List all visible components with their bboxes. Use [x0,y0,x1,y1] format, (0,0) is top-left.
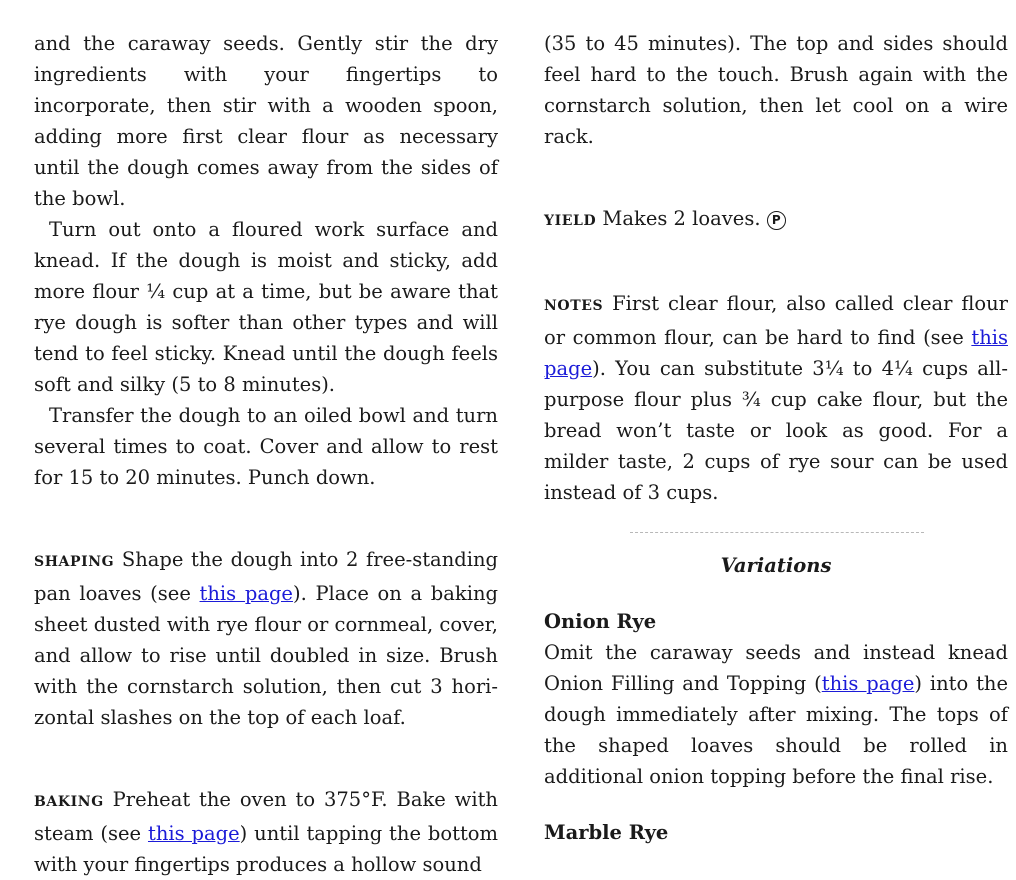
onion-rye-link[interactable]: this page [821,672,915,695]
section-divider [630,532,924,533]
section-spacer [34,733,498,784]
method-paragraph-1: and the caraway seeds. Gently stir the dry ingredients with your fingertips to incorporate, then stir with a wooden spoon, adding more first clear flour as necessary until the dough comes away from the sides of the bowl. [34,32,498,210]
onion-rye-text-2: ) into the dough immediately after mixing. The tops of the shaped loaves should be rolled in additional onion topping before the final rise. [544,672,1009,788]
section-spacer [34,493,498,544]
method-paragraph-3: Transfer the dough to an oiled bowl and turn several times to coat. Cover and allow to rest for 15 to 20 minutes. Punch down. [34,404,498,489]
left-column [34,28,498,880]
shaping-text-2: ). Place on a baking sheet dusted with rye flour or cornmeal, cover, and allow to rise until doubled in size. Brush with the cornstarch solution, then cut 3 horizontal slashes on the top of each loaf. [34,582,499,729]
onion-rye-heading: Onion Rye [544,610,657,633]
right-column [544,28,1008,848]
baking-continued: (35 to 45 minutes). The top and sides should feel hard to the touch. Brush again with the cornstarch solution, then let cool on a wire rack. [544,32,1008,148]
variations-heading: Variations [720,554,832,577]
yield-section [544,203,1008,237]
section-spacer [544,152,1008,203]
baking-link[interactable]: this page [147,822,240,845]
notes-section [544,288,1008,508]
pantry-icon: P [767,211,786,230]
baking-text-2: ) until tapping the bottom with your fingertips produces a hollow sound [34,822,499,876]
marble-rye-heading: Marble Rye [544,821,669,844]
onion-rye-text [544,637,1008,792]
baking-section [34,784,498,880]
yield-label: YIELD [544,213,597,229]
section-spacer [544,237,1008,288]
method-paragraph-2: Turn out onto a floured work surface and knead. If the dough is moist and sticky, add more flour ¼ cup at a time, but be aware that rye dough is softer than other types and will tend to feel sticky. Knead until the dough feels soft and silky (5 to 8 minutes). [34,218,498,396]
yield-text: Makes 2 loaves. [602,207,761,230]
baking-text-1: Preheat the oven to 375°F. Bake with steam (see [34,788,498,845]
notes-text-2: ). You can substitute 3¼ to 4¼ cups all-purpose flour plus ¾ cup cake flour, but the bread won’t taste or look as good. For a milder taste, 2 cups of rye sour can be used instead of 3 cups. [544,357,1008,504]
notes-text-1: First clear flour, also called clear flour or common flour, can be hard to find (see [544,292,1009,349]
notes-label: NOTES [544,298,604,314]
shaping-text-1: Shape the dough into 2 free-standing pan loaves (see [34,548,499,605]
notes-link[interactable]: this page [544,326,1008,380]
baking-label: BAKING [34,794,104,810]
shaping-section [34,544,498,733]
shaping-link[interactable]: this page [199,582,293,605]
onion-rye-text-1: Omit the caraway seeds and instead knead Onion Filling and Topping ( [544,641,1008,695]
shaping-label: SHAPING [34,554,115,570]
